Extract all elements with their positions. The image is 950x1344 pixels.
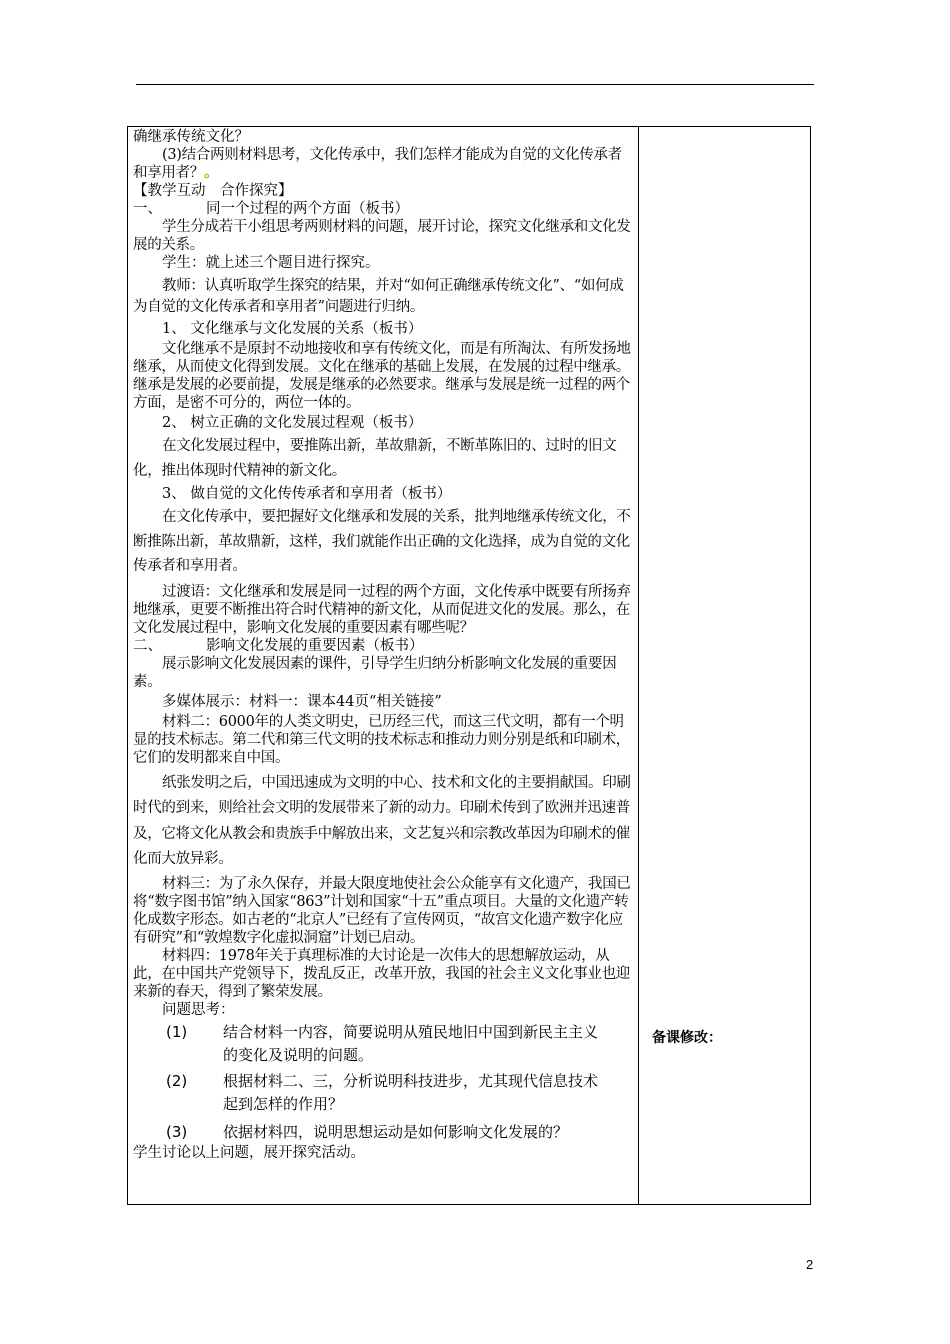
prep-notes-label: 备课修改： <box>652 1030 722 1046</box>
question-item: (1) 结合材料一内容，简要说明从殖民地旧中国到新民主主义 <box>166 1022 599 1041</box>
paragraph: 学生讨论以上问题，展开探究活动。 <box>133 1144 365 1161</box>
paragraph: 教师：认真听取学生探究的结果，并对“如何正确继承传统文化”、“如何成为自觉的文化传承者和享用者”问题进行归纳。 <box>133 278 624 315</box>
subheading-2: 2、 树立正确的文化发展过程观（板书） <box>162 415 423 431</box>
paragraph: 材料四：1978年关于真理标准的大讨论是一次伟大的思想解放运动，从此，在中国共产党领导下，拨乱反正，改革开放，我国的社会主义文化事业也迎来新的春天，得到了繁荣发展。 <box>133 947 630 1000</box>
paragraph: 展示影响文化发展因素的课件，引导学生归纳分析影响文化发展的重要因素。 <box>133 655 617 690</box>
question-item-continued: 的变化及说明的问题。 <box>223 1045 374 1064</box>
paragraph: 材料三：为了永久保存，并最大限度地使社会公众能享有文化遗产，我国已将“数字图书馆”纳入国家“863”计划和国家“十五”重点项目。大量的文化遗产转化成数字形态。如古老的“北京人”已经有了宣传网页，“故宫文化遗产数字化应有研究”和“敦煌数字化虚拟洞窟”计划已启动。 <box>133 875 631 946</box>
question-item-continued: 起到怎样的作用？ <box>223 1094 344 1113</box>
paragraph: 在文化传承中，要把握好文化继承和发展的关系，批判地继承传统文化，不断推陈出新，革故鼎新，这样，我们就能作出正确的文化选择，成为自觉的文化传承者和享用者。 <box>133 509 631 574</box>
paragraph: 问题思考： <box>162 1001 235 1018</box>
heading-1: 一、 同一个过程的两个方面（板书） <box>133 201 409 217</box>
section-heading-interaction: 【教学互动 合作探究】 <box>133 183 293 199</box>
paragraph: 过渡语：文化继承和发展是同一过程的两个方面，文化传承中既要有所扬弃地继承，更要不断推出符合时代精神的新文化，从而促进文化的发展。那么，在文化发展过程中，影响文化发展的重要因素有哪些呢？ <box>133 583 631 636</box>
heading-2: 二、 影响文化发展的重要因素（板书） <box>133 637 424 654</box>
question-3: (3)结合两则材料思考，文化传承中，我们怎样才能成为自觉的文化传承者和享用者？。 <box>133 147 622 181</box>
subheading-3: 3、 做自觉的文化传传承者和享用者（板书） <box>162 486 452 502</box>
question-item: (3) 依据材料四，说明思想运动是如何影响文化发展的？ <box>166 1122 569 1141</box>
highlight-mark: 。 <box>204 164 219 181</box>
header-rule <box>136 84 814 85</box>
lesson-table <box>127 126 811 1205</box>
column-divider <box>638 127 639 1204</box>
lesson-content-cell <box>133 128 633 1162</box>
question-item: (2) 根据材料二、三，分析说明科技进步，尤其现代信息技术 <box>166 1071 599 1090</box>
paragraph: 学生分成若干小组思考两则材料的问题，展开讨论，探究文化继承和文化发展的关系。 <box>133 219 631 253</box>
paragraph: 纸张发明之后，中国迅速成为文明的中心、技术和文化的主要捐献国。印刷时代的到来，则给社会文明的发展带来了新的动力。印刷术传到了欧洲并迅速普及，它将文化从教会和贵族手中解放出来，文艺复兴和宗教改革因为印刷术的催化而大放异彩。 <box>133 774 631 867</box>
question-list <box>133 1021 633 1144</box>
paragraph: 学生：就上述三个题目进行探究。 <box>162 255 380 271</box>
paragraph: 在文化发展过程中，要推陈出新，革故鼎新，不断革陈旧的、过时的旧文化，推出体现时代精神的新文化。 <box>133 438 617 479</box>
paragraph: 多媒体展示：材料一：课本44页“相关链接” <box>162 693 442 710</box>
paragraph: 材料二：6000年的人类文明史，已历经三代，而这三代文明，都有一个明显的技术标志。第二代和第三代文明的技术标志和推动力则分别是纸和印刷术，它们的发明都来自中国。 <box>133 713 630 766</box>
text-line: 确继承传统文化？ <box>133 129 249 145</box>
page-number: 2 <box>806 1257 814 1272</box>
subheading-1: 1、 文化继承与文化发展的关系（板书） <box>162 321 423 337</box>
paragraph: 文化继承不是原封不动地接收和享有传统文化，而是有所淘汰、有所发扬地继承，从而使文化得到发展。文化在继承的基础上发展，在发展的过程中继承。继承是发展的必要前提，发展是继承的必然要求。继承与发展是统一过程的两个方面，是密不可分的，两位一体的。 <box>133 341 631 411</box>
